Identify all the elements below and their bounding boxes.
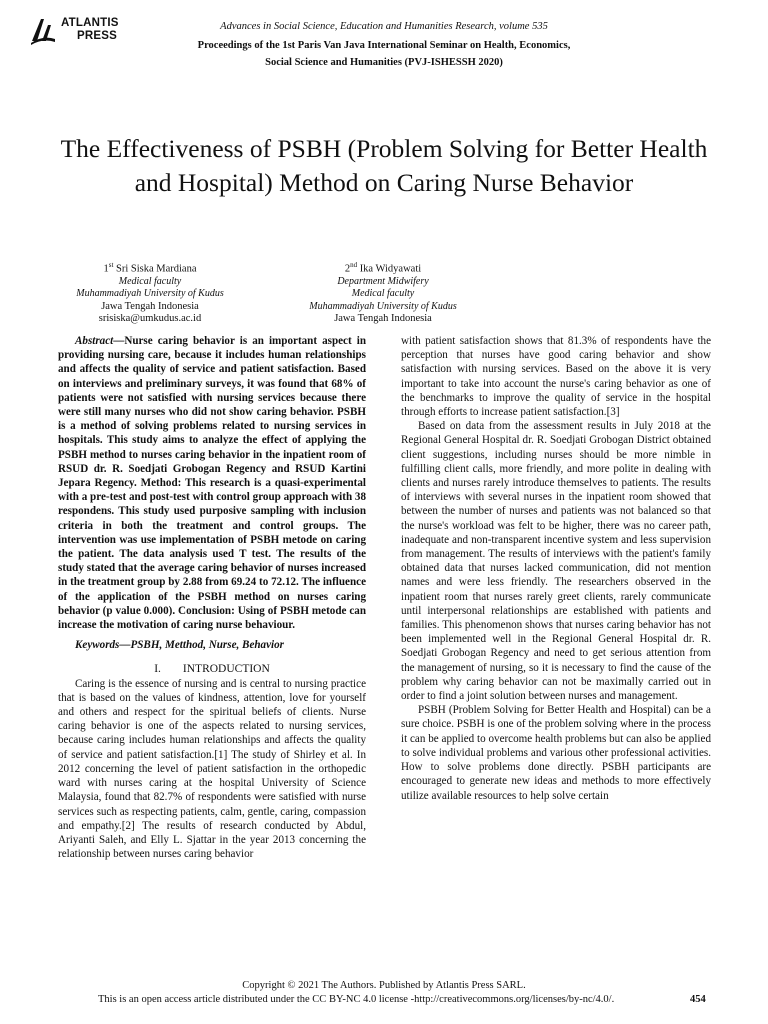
section-number: I. <box>154 663 161 676</box>
logo-text-atlantis: ATLANTIS <box>61 17 119 29</box>
copyright-line: Copyright © 2021 The Authors. Published by Atlantis Press SARL. <box>242 980 526 991</box>
abstract-lead: Abstract <box>75 335 114 347</box>
right-column <box>401 334 711 803</box>
journal-header: Advances in Social Science, Education and Humanities Research, volume 535 <box>220 21 548 32</box>
author-block-2 <box>283 259 483 326</box>
proceedings-subtitle: Social Science and Humanities (PVJ-ISHESSH 2020) <box>265 57 503 68</box>
author-1-name: Sri Siska Mardiana <box>116 263 197 275</box>
author-2-sup: nd <box>350 261 358 269</box>
body-paragraph-3: PSBH (Problem Solving for Better Health and Hospital) can be a sure choice. PSBH is one of the problem solving where in the process it can be applied to overcome health problems but can also be applied to solve individual problems and various other professional activities. How to solve problems done directly. PSBH participants are encouraged to generate new ideas and methods to more effectively utilize available resources to help solve certain <box>401 704 711 802</box>
page-number: 454 <box>690 994 706 1005</box>
keywords: Keywords—PSBH, Metthod, Nurse, Behavior <box>75 639 284 652</box>
author-1-dept: Medical faculty <box>118 275 182 287</box>
author-2-dept-2: Medical faculty <box>351 288 415 300</box>
section-heading-introduction <box>58 662 366 676</box>
section-title: INTRODUCTION <box>182 663 270 676</box>
author-2-name: Ika Widyawati <box>359 263 422 275</box>
intro-paragraph-1: Caring is the essence of nursing and is central to nursing practice that is based on the values of kindness, attention, love for yourself and others and respect for the spiritual beliefs of clients. Nurse caring behavior is one of the aspects related to nursing services, because caring includes human relationships and affects the quality of service and patient satisfaction.[1] The study of Shirley et al. In 2012 concerning the level of patient satisfaction in the orthopedic ward with nurses caring at the hospital University of Science Malaysia, found that 82.7% of respondents were satisfied with nurse services such as respecting patients, calm, gentle, caring, compassion and empathy.[2] The results of research conducted by Abdul, Ariyanti Saleh, and Elly L. Sjattar in the year 2013 concerning the relationship between nurses caring behavior <box>58 677 366 861</box>
proceedings-title: Proceedings of the 1st Paris Van Java International Seminar on Health, Economics, <box>197 40 571 51</box>
author-2-location: Jawa Tengah Indonesia <box>334 313 432 325</box>
author-1-sup: st <box>108 261 114 269</box>
author-1-num: 1 <box>103 263 109 275</box>
abstract-text: Nurse caring behavior is an important aspect in providing nursing care, because it includes human relationships and affects the quality of service and patient satisfaction. Based on interviews and preliminary surveys, it was found that 68% of patients were not satisfied with nursing services because there were still many nurses who did not show caring behavior. PSBH is a method of solving problems related to nursing services in hospitals. This study aims to analyze the effect of applying the PSBH method to nurses caring behavior in the inpatient room of RSUD dr. R. Soedjati Grobogan Regency and RSUD Kartini Jepara Regency. Method: This research is a quasi-experimental with a pre-test and post-test with control group approach with 38 respondens. This study used purposive sampling with inclusion criteria in both the treatment and control groups. The intervention was use implementation of PSBH metode on caring the patient. The data analysis used T test. The results of the study stated that the average caring behavior of nurses increased in the treatment group by 2.88 from 69.24 to 72.12. The influence of the application of the PSBH method on nurses caring behavior (p value 0.000). Conclusion: Using of PSBH metode can increase the motivation of caring nurse behaviour. <box>58 335 366 632</box>
atlantis-press-logo <box>29 15 119 45</box>
logo-mark-icon <box>29 15 57 45</box>
left-column <box>58 334 366 861</box>
body-paragraph-2: Based on data from the assessment results in July 2018 at the Regional General Hospital dr. R. Soedjati Grobogan District obtained client suggestions, including nurses should be more nimble in fulfilling client calls, more friendly, and more polite in dealing with clients and nurses rarely introduce themselves to patients. The results of interviews with several nurses in the inpatient room showed that between the number of nurses and patients was not balanced so that the nurse's workload was felt to be higher, there was no career path, inadequate and non-transparent incentive system and less supervision from management. The results of interviews with the patient's family obtained data that nurses lacked communication, did not mention names and were less friendly. The researchers observed in the inpatient room that nurses rarely greet clients, rarely communicate until interpersonal relationships are established with patients and families. This phenomenon shows that nurses caring behavior has not been implemented well in the Regional General Hospital dr. R. Soedjati Grobogan Regency and need to get serious attention from the management of nursing, so it is necessary to find the cause of the problem why caring behavior can not be maximally carried out in order to find a joint solution between nurses and management. <box>401 420 711 703</box>
author-1-location: Jawa Tengah Indonesia <box>101 300 199 312</box>
author-block-1 <box>55 259 245 326</box>
author-1-affiliation: Muhammadiyah University of Kudus <box>76 288 224 300</box>
paper-title: The Effectiveness of PSBH (Problem Solving for Better Health and Hospital) Method on Caring Nurse Behavior <box>60 134 708 197</box>
logo-text-press: PRESS <box>77 30 117 42</box>
author-1-email[interactable]: srisiska@umkudus.ac.id <box>98 313 202 325</box>
abstract-dash: — <box>113 335 125 347</box>
author-2-dept: Department Midwifery <box>337 275 429 287</box>
body-paragraph-continued: with patient satisfaction shows that 81.3% of respondents have the perception that nurses have good caring behavior and show satisfaction with nursing services. Based on the above it is very important to take into account the nurse's caring behavior as one of the benchmarks to improve the quality of service in the hospital through efforts to increase patient satisfaction.[3] <box>401 335 711 419</box>
license-line: This is an open access article distributed under the CC BY-NC 4.0 license -http://creativecommons.org/licenses/by-nc/4.0/. <box>98 994 615 1005</box>
abstract <box>58 334 366 632</box>
author-2-num: 2 <box>344 263 351 275</box>
author-2-affiliation: Muhammadiyah University of Kudus <box>309 300 457 312</box>
